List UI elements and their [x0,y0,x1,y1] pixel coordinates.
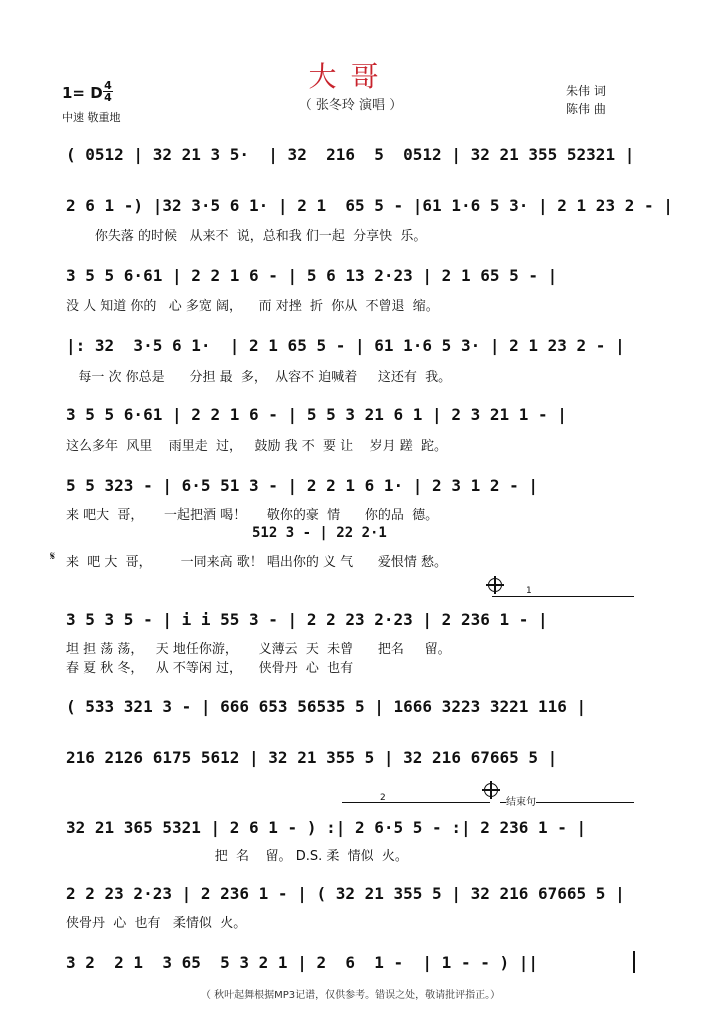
key-signature: 1= D [62,84,103,102]
lyricist-credit: 朱伟 词 [566,84,606,98]
time-bottom: 4 [104,91,112,104]
system-3-notes: 3 5 5 6·61 | 2 2 1 6 - | 5 6 13 2·23 | 2 1 65 5 - | [66,266,558,285]
system-2-lyrics: 你失落 的时候 从来不 说，总和我 们一起 分享快 乐。 [66,229,427,244]
system-7-lyrics-verse2: 春 夏 秋 冬， 从 不等闲 过， 侠骨丹 心 也有 [66,661,354,676]
time-signature [103,80,113,103]
song-title: 大哥 [308,60,393,93]
system-10-notes: 32 21 365 5321 | 2 6 1 - ) :| 2 6·5 5 - :| 2 236 1 - | [66,818,587,837]
volta-2-number: 2 [380,793,386,803]
composer-credit: 陈伟 曲 [566,102,606,116]
segno-icon: 𝄋 [50,549,56,563]
system-5-lyrics: 这么多年 风里 雨里走 过， 鼓励 我 不 要 让 岁月 蹉 跎。 [66,439,448,454]
system-9-notes: 216 2126 6175 5612 | 32 21 355 5 | 32 216 67665 5 | [66,748,558,767]
system-6-alt-notes: 512 3 - | 22 2·1 [252,525,387,541]
singer-subtitle: （ 张冬玲 演唱 ） [298,98,403,113]
system-1-notes: ( 0512 | 32 21 3 5· | 32 216 5 0512 | 32 21 355 52321 | [66,145,635,164]
volta-2-bracket [342,802,490,803]
volta-1-bracket [492,596,634,597]
system-5-notes: 3 5 5 6·61 | 2 2 1 6 - | 5 5 3 21 6 1 | 2 3 21 1 - | [66,405,567,424]
coda-icon-2 [484,783,498,797]
system-8-notes: ( 533 321 3 - | 666 653 56535 5 | 1666 3223 3221 116 | [66,697,587,716]
system-6-alt-lyrics: 来 吧 大 哥， 一同来高 歌！ 唱出你的 义 气 爱恨情 愁。 [66,555,448,570]
system-4-lyrics: 每一 次 你总是 分担 最 多， 从容不 迫喊着 这还有 我。 [66,370,452,385]
system-10-lyrics: 把 名 留。 D.S. 柔 情似 火。 [66,849,408,864]
time-top: 4 [104,79,112,92]
system-6-notes: 5 5 323 - | 6·5 51 3 - | 2 2 1 6 1· | 2 3 1 2 - | [66,476,539,495]
coda-icon [488,578,502,592]
system-7-notes: 3 5 3 5 - | i i 55 3 - | 2 2 23 2·23 | 2 236 1 - | [66,610,548,629]
system-4-notes: |: 32 3·5 6 1· | 2 1 65 5 - | 61 1·6 5 3· | 2 1 23 2 - | [66,336,625,355]
system-11-notes: 2 2 23 2·23 | 2 236 1 - | ( 32 21 355 5 | 32 216 67665 5 | [66,884,625,903]
system-2-notes: 2 6 1 -) |32 3·5 6 1· | 2 1 65 5 - |61 1·6 5 3· | 2 1 23 2 - | [66,196,673,215]
ending-label: 结束句 [506,793,536,808]
final-barline [633,951,635,973]
transcription-note: （ 秋叶起舞根据MP3记谱，仅供参考。错误之处，敬请批评指正。） [200,990,501,1001]
system-3-lyrics: 没 人 知道 你的 心 多宽 阔， 而 对挫 折 你从 不曾退 缩。 [66,299,439,314]
system-11-lyrics: 侠骨丹 心 也有 柔情似 火。 [66,916,247,931]
system-12-notes: 3 2 2 1 3 65 5 3 2 1 | 2 6 1 - | 1 - - ) || [66,953,539,972]
system-6-lyrics: 来 吧大 哥， 一起把酒 喝！ 敬你的豪 情 你的品 德。 [66,508,439,523]
volta-1-number: 1 [526,586,532,596]
system-7-lyrics: 坦 担 荡 荡， 天 地任你游， 义薄云 天 未曾 把名 留。 [66,642,451,657]
tempo-marking: 中速 敬重地 [62,111,121,124]
